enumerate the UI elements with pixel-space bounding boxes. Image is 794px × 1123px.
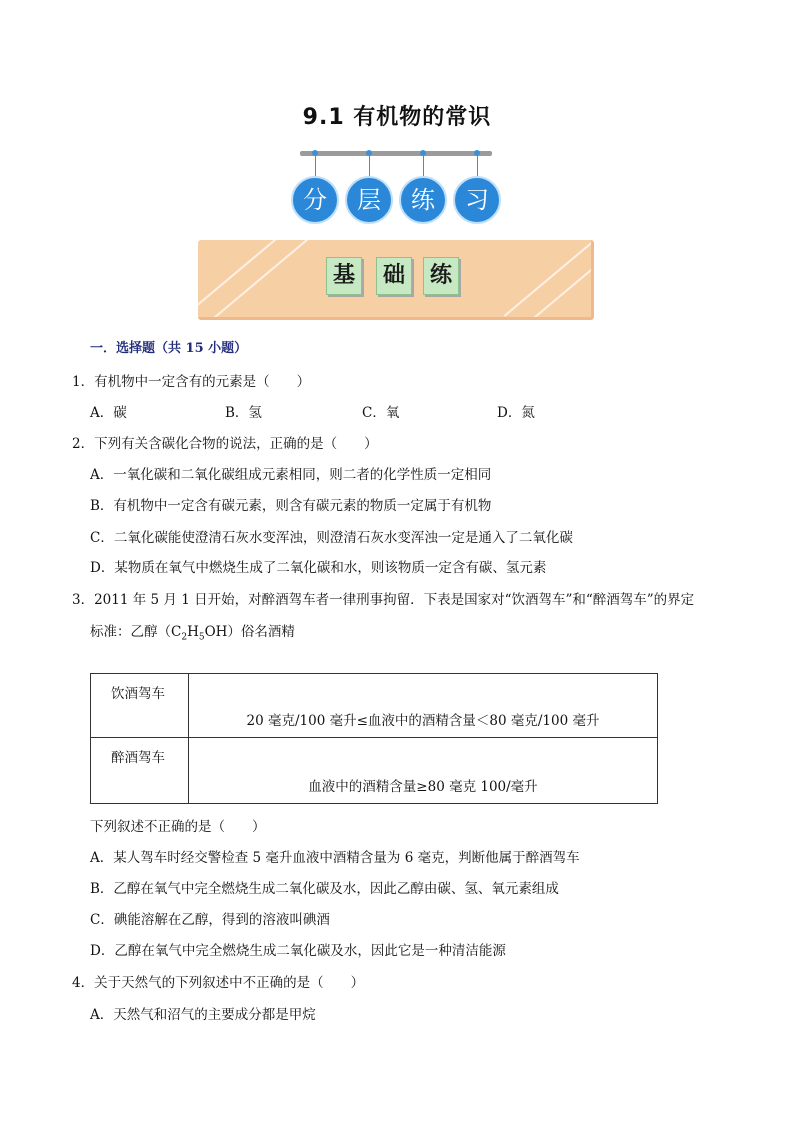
table-label: 醉酒驾车 <box>91 738 189 804</box>
bubble-string <box>369 156 370 178</box>
question-4-stem: 4．关于天然气的下列叙述中不正确的是（ ） <box>72 975 365 991</box>
hanging-rail <box>300 151 492 156</box>
bubble-string <box>315 156 316 178</box>
banner-tag-ji: 基 <box>326 257 362 295</box>
bubble-string <box>423 156 424 178</box>
bubble-fen: 分 <box>291 176 339 224</box>
question-1-stem: 1．有机物中一定含有的元素是（ ） <box>72 374 311 390</box>
bubble-string <box>477 156 478 178</box>
section-heading: 一．选择题（共 15 小题） <box>90 341 248 356</box>
page-title: 9.1 有机物的常识 <box>302 105 492 130</box>
question-3-stem-line1: 3．2011 年 5 月 1 日开始，对醉酒驾车者一律刑事拘留．下表是国家对“饮酒驾车”和“醉酒驾车”的界定 <box>72 592 695 608</box>
level-banner <box>198 240 594 320</box>
question-1-option-a: A．碳 <box>90 405 127 421</box>
question-3-option-c: C．碘能溶解在乙醇，得到的溶液叫碘酒 <box>90 912 330 928</box>
question-4-option-a: A．天然气和沼气的主要成分都是甲烷 <box>90 1007 316 1023</box>
question-3-option-d: D．乙醇在氧气中完全燃烧生成二氧化碳及水，因此它是一种清洁能源 <box>90 943 506 959</box>
bac-standard-table <box>90 673 658 804</box>
banner-tag-lian: 练 <box>423 257 459 295</box>
question-2-option-c: C．二氧化碳能使澄清石灰水变浑浊，则澄清石灰水变浑浊一定是通入了二氧化碳 <box>90 530 573 546</box>
bubble-lian: 练 <box>399 176 447 224</box>
table-row <box>91 738 658 804</box>
table-row <box>91 674 658 738</box>
question-2-option-b: B．有机物中一定含有碳元素，则含有碳元素的物质一定属于有机物 <box>90 498 492 514</box>
question-3-stem-line2: 标准：乙醇$(C_2H_5OH)$俗名酒精 <box>90 624 295 643</box>
banner-tag-chu: 础 <box>376 257 412 295</box>
question-2-option-d: D．某物质在氧气中燃烧生成了二氧化碳和水，则该物质一定含有碳、氢元素 <box>90 560 547 576</box>
table-value: 20 毫克/100 毫升≤血液中的酒精含量＜80 毫克/100 毫升 <box>189 674 658 738</box>
question-3-option-b: B．乙醇在氧气中完全燃烧生成二氧化碳及水，因此乙醇由碳、氢、氧元素组成 <box>90 881 559 897</box>
question-3-option-a: A．某人驾车时经交警检查 5 毫升血液中酒精含量为 6 毫克，判断他属于醉酒驾车 <box>90 850 580 866</box>
question-2-option-a: A．一氧化碳和二氧化碳组成元素相同，则二者的化学性质一定相同 <box>90 467 492 483</box>
question-1-option-d: D．氮 <box>497 405 535 421</box>
question-2-stem: 2．下列有关含碳化合物的说法，正确的是（ ） <box>72 436 378 452</box>
question-1-option-b: B．氢 <box>225 405 262 421</box>
bubble-ceng: 层 <box>345 176 393 224</box>
bubble-xi: 习 <box>453 176 501 224</box>
table-value: 血液中的酒精含量≥80 毫克 100/毫升 <box>189 738 658 804</box>
question-1-option-c: C．氧 <box>362 405 400 421</box>
table-label: 饮酒驾车 <box>91 674 189 738</box>
question-3-prompt: 下列叙述不正确的是（ ） <box>90 819 266 835</box>
